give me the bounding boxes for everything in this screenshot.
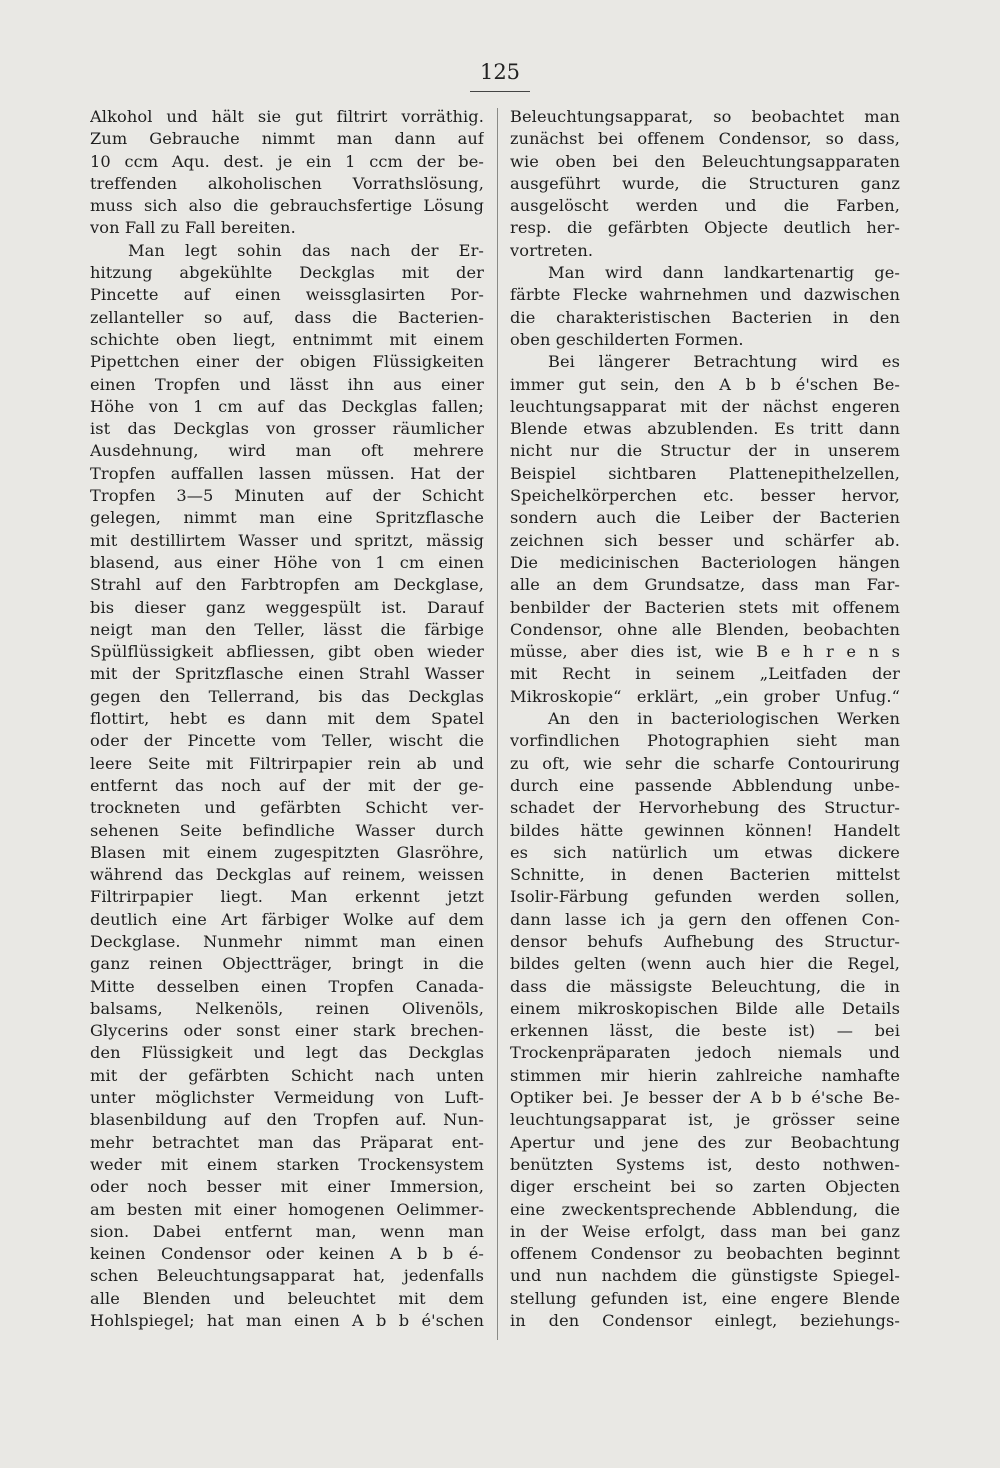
text-line: 10 ccm Aqu. dest. je ein 1 ccm der be- (90, 151, 484, 171)
text-line: treffenden alkoholischen Vorrathslösung, (90, 173, 484, 193)
text-line: gelegen, nimmt man eine Spritzflasche (90, 508, 484, 528)
text-line: ausgeführt wurde, die Structuren ganz (510, 173, 900, 193)
text-line: Mitte desselben einen Tropfen Canada- (90, 976, 484, 996)
text-line: sehenen Seite befindliche Wasser durch (90, 820, 484, 840)
text-line: die charakteristischen Bacterien in den (510, 307, 900, 327)
text-line: und nun nachdem die günstigste Spiegel- (510, 1266, 900, 1286)
text-line: Tropfen 3—5 Minuten auf der Schicht (90, 486, 484, 506)
text-line: in der Weise erfolgt, dass man bei ganz (510, 1221, 900, 1241)
text-line: wie oben bei den Beleuchtungsapparaten (510, 151, 900, 171)
text-line: bis dieser ganz weggespült ist. Darauf (90, 597, 484, 617)
text-line: mit der gefärbten Schicht nach unten (90, 1065, 484, 1085)
text-line: einem mikroskopischen Bilde alle Details (510, 998, 900, 1018)
text-line: sion. Dabei entfernt man, wenn man (90, 1221, 484, 1241)
text-line: zunächst bei offenem Condensor, so dass, (510, 129, 900, 149)
text-line: Bei längerer Betrachtung wird es (548, 352, 900, 372)
text-line: Man legt sohin das nach der Er- (128, 240, 484, 260)
text-line: vorfindlichen Photographien sieht man (510, 731, 900, 751)
text-line: stellung gefunden ist, eine engere Blende (510, 1288, 900, 1308)
text-line: Höhe von 1 cm auf das Deckglas fallen; (90, 396, 484, 416)
text-line: Zum Gebrauche nimmt man dann auf (90, 129, 484, 149)
text-line: eine zweckentsprechende Abblendung, die (510, 1199, 900, 1219)
text-line: in den Condensor einlegt, beziehungs- (510, 1311, 900, 1331)
text-line: benützten Systems ist, desto nothwen- (510, 1154, 900, 1174)
text-line: zu oft, wie sehr die scharfe Contourirung (510, 753, 900, 773)
text-line: Hohlspiegel; hat man einen A b b é'schen (90, 1311, 484, 1331)
text-line: leere Seite mit Filtrirpapier rein ab und (90, 753, 484, 773)
text-line: von Fall zu Fall bereiten. (90, 218, 296, 238)
text-line: Spülflüssigkeit abfliessen, gibt oben wieder (90, 642, 484, 662)
text-line: Mikroskopie“ erklärt, „ein grober Unfug.“ (510, 686, 900, 706)
text-line: oder noch besser mit einer Immersion, (90, 1177, 484, 1197)
text-line: neigt man den Teller, lässt die färbige (90, 619, 484, 639)
text-line: Condensor, ohne alle Blenden, beobachten (510, 619, 900, 639)
text-line: oben geschilderten Formen. (510, 329, 744, 349)
right-text-column (510, 106, 900, 1332)
text-line: deutlich eine Art färbiger Wolke auf dem (90, 909, 484, 929)
text-line: es sich natürlich um etwas dickere (510, 842, 900, 862)
text-line: Filtrirpapier liegt. Man erkennt jetzt (90, 887, 484, 907)
text-line: Beleuchtungsapparat, so beobachtet man (510, 107, 900, 126)
text-line: ist das Deckglas von grosser räumlicher (90, 419, 484, 439)
text-line: Schnitte, in denen Bacterien mittelst (510, 865, 900, 885)
text-line: Ausdehnung, wird man oft mehrere (90, 441, 484, 461)
text-line: ganz reinen Objectträger, bringt in die (90, 954, 484, 974)
column-divider (497, 108, 498, 1340)
text-line: blasend, aus einer Höhe von 1 cm einen (90, 552, 484, 572)
text-line: Alkohol und hält sie gut filtrirt vorräthig. (90, 107, 484, 126)
text-line: schichte oben liegt, entnimmt mit einem (90, 329, 484, 349)
text-line: Glycerins oder sonst einer stark brechen- (90, 1021, 484, 1041)
text-line: Isolir-Färbung gefunden werden sollen, (510, 887, 900, 907)
page-number: 125 (479, 60, 521, 84)
text-line: leuchtungsapparat ist, je grösser seine (510, 1110, 900, 1130)
text-line: müsse, aber dies ist, wie B e h r e n s (510, 642, 900, 662)
text-line: Beispiel sichtbaren Plattenepithelzellen, (510, 463, 900, 483)
text-line: gegen den Tellerrand, bis das Deckglas (90, 686, 484, 706)
text-line: alle Blenden und beleuchtet mit dem (90, 1288, 484, 1308)
text-line: während das Deckglas auf reinem, weissen (90, 865, 484, 885)
text-line: Apertur und jene des zur Beobachtung (510, 1132, 900, 1152)
text-line: balsams, Nelkenöls, reinen Olivenöls, (90, 998, 484, 1018)
text-line: bildes hätte gewinnen können! Handelt (510, 820, 900, 840)
text-line: dann lasse ich ja gern den offenen Con- (510, 909, 900, 929)
text-line: Speichelkörperchen etc. besser hervor, (510, 486, 900, 506)
text-line: sondern auch die Leiber der Bacterien (510, 508, 900, 528)
text-line: mit der Spritzflasche einen Strahl Wasser (90, 664, 484, 684)
text-line: Die medicinischen Bacteriologen hängen (510, 552, 900, 572)
text-line: einen Tropfen und lässt ihn aus einer (90, 374, 484, 394)
text-line: bildes gelten (wenn auch hier die Regel, (510, 954, 900, 974)
text-line: zeichnen sich besser und schärfer ab. (510, 530, 900, 550)
text-line: Blende etwas abzublenden. Es tritt dann (510, 419, 900, 439)
text-line: resp. die gefärbten Objecte deutlich her- (510, 218, 900, 238)
text-line: flottirt, hebt es dann mit dem Spatel (90, 709, 484, 729)
text-line: benbilder der Bacterien stets mit offenem (510, 597, 900, 617)
text-line: am besten mit einer homogenen Oelimmer- (90, 1199, 484, 1219)
text-line: blasenbildung auf den Tropfen auf. Nun- (90, 1110, 484, 1130)
text-line: mit destillirtem Wasser und spritzt, mässig (90, 530, 484, 550)
text-line: den Flüssigkeit und legt das Deckglas (90, 1043, 484, 1063)
text-line: Strahl auf den Farbtropfen am Deckglase, (90, 575, 484, 595)
text-line: Trockenpräparaten jedoch niemals und (510, 1043, 900, 1063)
text-line: trockneten und gefärbten Schicht ver- (90, 798, 484, 818)
text-line: Blasen mit einem zugespitzten Glasröhre, (90, 842, 484, 862)
text-line: leuchtungsapparat mit der nächst engeren (510, 396, 900, 416)
text-line: durch eine passende Abblendung unbe- (510, 775, 900, 795)
text-line: alle an dem Grundsatze, dass man Far- (510, 575, 900, 595)
text-line: Pincette auf einen weissglasirten Por- (90, 285, 484, 305)
text-line: entfernt das noch auf der mit der ge- (90, 775, 484, 795)
text-line: Pipettchen einer der obigen Flüssigkeiten (90, 352, 484, 372)
left-text-column (90, 106, 484, 1332)
text-line: Man wird dann landkartenartig ge- (548, 263, 900, 283)
text-line: Tropfen auffallen lassen müssen. Hat der (90, 463, 484, 483)
text-line: schen Beleuchtungsapparat hat, jedenfalls (90, 1266, 484, 1286)
text-line: immer gut sein, den A b b é'schen Be- (510, 374, 900, 394)
text-line: stimmen mir hierin zahlreiche namhafte (510, 1065, 900, 1085)
text-line: An den in bacteriologischen Werken (548, 709, 900, 729)
text-line: dass die mässigste Beleuchtung, die in (510, 976, 900, 996)
text-line: muss sich also die gebrauchsfertige Lösung (90, 196, 484, 216)
text-line: densor behufs Aufhebung des Structur- (510, 931, 900, 951)
text-line: offenem Condensor zu beobachten beginnt (510, 1244, 900, 1264)
page-number-rule (470, 91, 530, 92)
text-line: weder mit einem starken Trockensystem (90, 1154, 484, 1174)
text-line: Optiker bei. Je besser der A b b é'sche Be- (510, 1088, 900, 1108)
text-line: hitzung abgekühlte Deckglas mit der (90, 263, 484, 283)
text-line: mit Recht in seinem „Leitfaden der (510, 664, 900, 684)
text-line: unter möglichster Vermeidung von Luft- (90, 1088, 484, 1108)
text-line: nicht nur die Structur der in unserem (510, 441, 900, 461)
text-line: ausgelöscht werden und die Farben, (510, 196, 900, 216)
text-line: keinen Condensor oder keinen A b b é- (90, 1244, 484, 1264)
text-line: erkennen lässt, die beste ist) — bei (510, 1021, 900, 1041)
text-line: zellanteller so auf, dass die Bacterien- (90, 307, 484, 327)
text-line: mehr betrachtet man das Präparat ent- (90, 1132, 484, 1152)
text-line: färbte Flecke wahrnehmen und dazwischen (510, 285, 900, 305)
text-line: vortreten. (510, 240, 594, 260)
text-line: schadet der Hervorhebung des Structur- (510, 798, 900, 818)
text-line: Deckglase. Nunmehr nimmt man einen (90, 931, 484, 951)
text-line: diger erscheint bei so zarten Objecten (510, 1177, 900, 1197)
text-line: oder der Pincette vom Teller, wischt die (90, 731, 484, 751)
